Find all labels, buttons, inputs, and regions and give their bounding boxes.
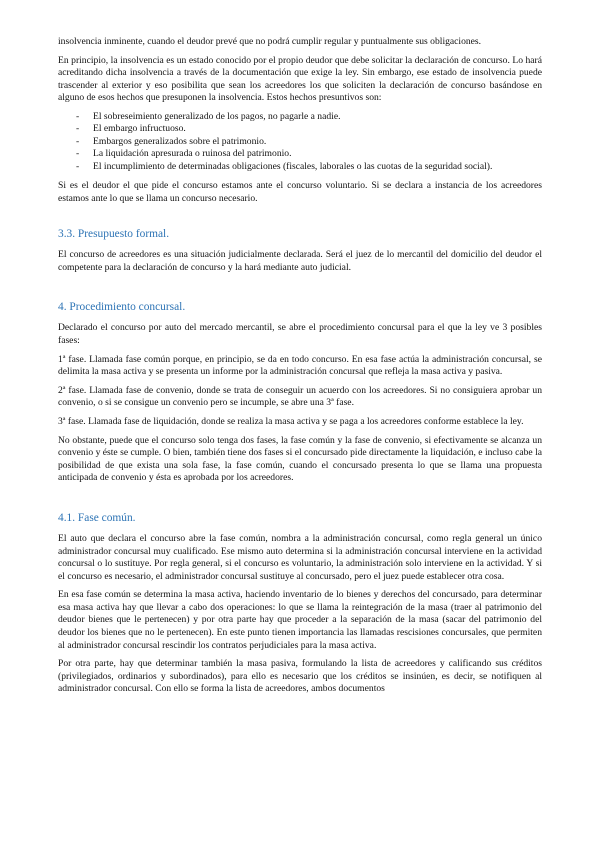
list-dash: - bbox=[76, 148, 80, 160]
paragraph: Si es el deudor el que pide el concurso estamos ante el concurso voluntario. Si se declara a instancia de los acreedores estamos ante lo que se llama un concurso necesario. bbox=[58, 180, 542, 204]
list-item-text: Embargos generalizados sobre el patrimonio. bbox=[93, 135, 267, 147]
presumptive-facts-list bbox=[58, 111, 542, 173]
list-item bbox=[58, 123, 542, 135]
paragraph: insolvencia inminente, cuando el deudor prevé que no podrá cumplir regular y puntualmente sus obligaciones. bbox=[58, 36, 482, 47]
list-item bbox=[58, 136, 542, 148]
list-item bbox=[58, 111, 542, 123]
document-body bbox=[58, 36, 542, 702]
section-heading-4: 4. Procedimiento concursal. bbox=[58, 301, 186, 314]
paragraph: Por otra parte, hay que determinar también la masa pasiva, formulando la lista de acreedores y calificando sus créditos (privilegiados, ordinarios y subordinados), para ello es necesario que los créditos se insinúen, es decir, se notifiquen al administrador concursal. Con ello se forma la lista de acreedores, ambos documentos bbox=[58, 658, 542, 695]
paragraph: No obstante, puede que el concurso solo tenga dos fases, la fase común y la fase de convenio, si efectivamente se alcanza un convenio y éste se cumple. O bien, también tiene dos fases si el concursado pide directamente la liquidación, e incluso cabe la posibilidad de que exista una sola fase, la fase común, cuando el concursado presenta lo que se llama una propuesta anticipada de convenio y ésta es aprobada por los acreedores. bbox=[58, 434, 542, 484]
section-heading-4-1: 4.1. Fase común. bbox=[58, 511, 136, 524]
paragraph: En esa fase común se determina la masa activa, haciendo inventario de lo bienes y derechos del concursado, para determinar esa masa activa hay que llevar a cabo dos operaciones: lo que se llama la reintegración de la masa (traer al patrimonio del deudor bienes que le pertenecen) y por otra parte hay que proceder a la separación de la masa (sacar del patrimonio del deudor los bienes que no le pertenecen). En este punto tienen importancia las llamadas rescisiones concursales, que permiten al administrador concursal rescindir los contratos perjudiciales para la masa activa. bbox=[58, 589, 542, 651]
list-item-text: El sobreseimiento generalizado de los pagos, no pagarle a nadie. bbox=[93, 110, 341, 122]
paragraph: 1ª fase. Llamada fase común porque, en principio, se da en todo concurso. En esa fase actúa la administración concursal, se delimita la masa activa y se presenta un informe por la administración concursal que refleja la masa activa y pasiva. bbox=[58, 353, 542, 378]
paragraph: En principio, la insolvencia es un estado conocido por el propio deudor que debe solicitar la declaración de concurso. Lo hará acreditando dicha insolvencia a través de la documentación que exige la ley. Sin embargo, ese estado de insolvencia puede trascender al exterior y eso posibilita que sean los acreedores los que soliciten la declaración de concurso basándose en alguno de esos hechos que presuponen la insolvencia. Estos hechos presuntivos son: bbox=[58, 54, 542, 104]
list-dash: - bbox=[76, 160, 80, 172]
section-heading-3-3: 3.3. Presupuesto formal. bbox=[58, 228, 170, 241]
paragraph: El concurso de acreedores es una situación judicialmente declarada. Será el juez de lo mercantil del domicilio del deudor el competente para la declaración de concurso y la hará mediante auto judicial. bbox=[58, 249, 542, 273]
paragraph: 2ª fase. Llamada fase de convenio, donde se trata de conseguir un acuerdo con los acreedores. Si no consiguiera aprobar un convenio, o si se consigue un convenio pero se incumple, se abre una 3ª fase. bbox=[58, 384, 542, 409]
list-item-text: El embargo infructuoso. bbox=[93, 123, 186, 135]
list-item bbox=[58, 148, 542, 160]
list-item-text: El incumplimiento de determinadas obligaciones (fiscales, laborales o las cuotas de la seguridad social). bbox=[93, 160, 493, 172]
list-dash: - bbox=[76, 135, 80, 147]
paragraph: Declarado el concurso por auto del mercado mercantil, se abre el procedimiento concursal para el que la ley ve 3 posibles fases: bbox=[58, 322, 542, 346]
list-dash: - bbox=[76, 123, 80, 135]
list-item-text: La liquidación apresurada o ruinosa del patrimonio. bbox=[93, 148, 292, 160]
paragraph: 3ª fase. Llamada fase de liquidación, donde se realiza la masa activa y se paga a los acreedores conforme establece la ley. bbox=[58, 415, 524, 427]
list-dash: - bbox=[76, 110, 80, 122]
paragraph: El auto que declara el concurso abre la fase común, nombra a la administración concursal, como regla general un único administrador concursal muy cualificado. Ese mismo auto determina si la administración concursal interviene en la actividad concursal o lo sustituye. Por regla general, si el concurso es voluntario, la administración solo interviene en la actividad. Y si el concurso es necesario, el administrador concursal sustituye al concursado, pero el juez puede establecer otra cosa. bbox=[58, 532, 542, 582]
list-item bbox=[58, 161, 542, 173]
